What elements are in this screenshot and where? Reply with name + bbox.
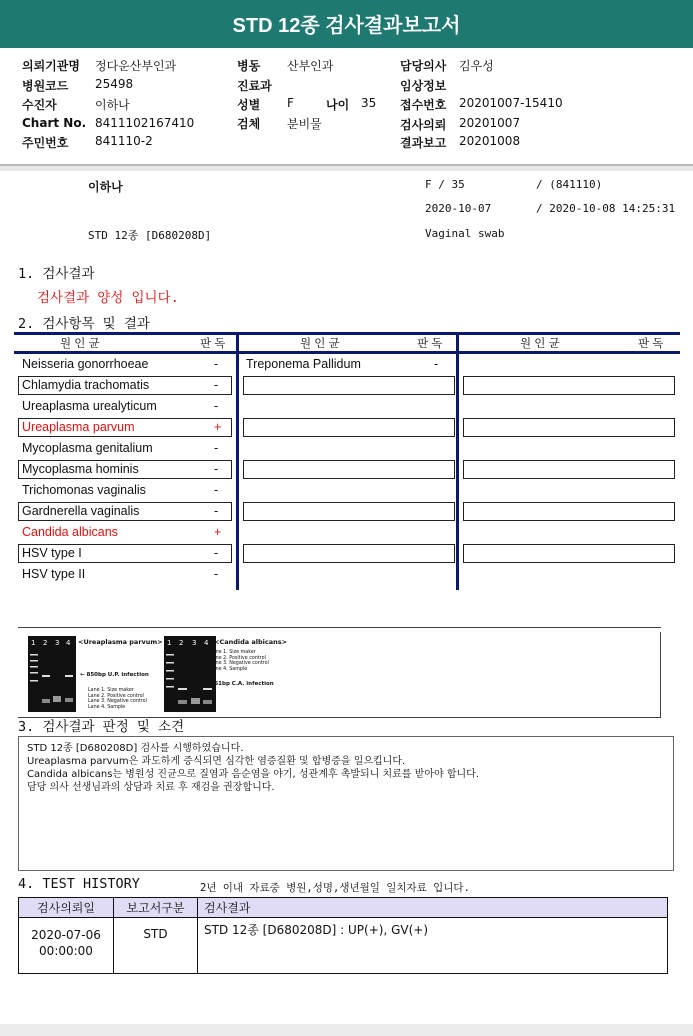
gel2-lane-4: Lane 4. Sample: [210, 666, 248, 672]
summary-date-report: / 2020-10-08 14:25:31: [536, 202, 676, 215]
result-row-frame: [18, 418, 232, 437]
result-pathogen-name: Mycoplasma hominis: [22, 462, 139, 476]
gel2-title: <Candida albicans>: [214, 638, 288, 646]
opinion-line-3: Candida albicans는 병원성 진균으로 질염과 음순염을 야기, 성관계후 촉발되니 치료를 받아야 합니다.: [27, 769, 480, 780]
col1-judgement-header: 판 독: [200, 338, 226, 350]
doctor-label: 담당의사: [400, 59, 447, 73]
specimen-value: 분비물: [287, 117, 322, 131]
hospital-value: 정다운산부인과: [95, 59, 177, 73]
empty-result-cell: [463, 418, 675, 437]
page-footer-bar: [0, 1024, 693, 1036]
clinical-label: 임상정보: [400, 79, 447, 93]
table-row: [19, 918, 668, 974]
gel1-band: ← 850bp U.P. infection: [80, 672, 149, 678]
gel1-lane-number-3: 3: [55, 639, 60, 647]
gel1-band-text: 850bp U.P. infection: [86, 672, 149, 678]
header-divider-shadow: [0, 166, 693, 171]
summary-date-request: 2020-10-07: [425, 202, 492, 215]
result-row-frame: [18, 460, 232, 479]
history-type: STD: [114, 918, 198, 974]
gel1-lane-number-1: 1: [31, 639, 36, 647]
gel1-lane-1: Lane 1. Size maker: [88, 688, 134, 693]
report-title: STD 12종 검사결과보고서: [0, 0, 693, 48]
section2-heading: 2. 검사항목 및 결과: [18, 316, 150, 332]
gel2-band: ← 251bp C.A. infection: [204, 681, 274, 687]
gel1-lanes: [88, 688, 147, 710]
result-judgement: -: [214, 357, 219, 371]
specimen-label: 검체: [237, 117, 261, 131]
results-table: [14, 332, 680, 592]
gel1-lane-number-4: 4: [66, 639, 71, 647]
chart-value: 8411102167410: [95, 116, 195, 130]
gel2-lane-2: Lane 2. Positive control: [210, 655, 266, 661]
empty-result-cell: [243, 418, 455, 437]
gel2-lane-number-1: 1: [167, 639, 172, 647]
table-col-divider-1: [236, 332, 239, 590]
opinion-line-4: 담당 의사 선생님과의 상담과 치료 후 재검을 권장합니다.: [27, 782, 275, 793]
recipient-value: 이하나: [95, 98, 130, 112]
col1-pathogen-header: 원 인 균: [60, 338, 100, 350]
gel2-lane-1: Lane 1. Size maker: [210, 650, 256, 655]
history-result: STD 12종 [D680208D] : UP(+), GV(+): [198, 918, 668, 974]
opinion-line-1: STD 12종 [D680208D] 검사를 시행하였습니다.: [27, 743, 244, 754]
result-pathogen-name: Trichomonas vaginalis: [22, 483, 146, 497]
gel2-band-text: 251bp C.A. infection: [210, 681, 274, 687]
gel2-lanes: [210, 650, 269, 672]
result-row-frame: [18, 544, 232, 563]
result-judgement: -: [214, 441, 219, 455]
gel1-lane-2: Lane 2. Positive control: [88, 693, 144, 699]
summary-name: 이하나: [88, 180, 123, 194]
gel-top-rule: [18, 627, 661, 628]
chart-label: Chart No.: [22, 116, 87, 130]
sex-value: F: [287, 96, 294, 110]
age-value: 35: [361, 96, 377, 110]
gel1-lane-number-2: 2: [43, 639, 48, 647]
result-row-frame: [18, 376, 232, 395]
history-table: [18, 897, 668, 974]
request-value: 20201007: [459, 116, 521, 130]
history-date-cell: [19, 918, 114, 974]
gel1-lane-3: Lane 3. Negative control: [88, 699, 147, 704]
empty-result-cell: [463, 460, 675, 479]
empty-result-cell: [463, 502, 675, 521]
gel2-lane-3: Lane 3. Negative control: [210, 661, 269, 666]
opinion-box: [18, 736, 674, 871]
section1-heading: 1. 검사결과: [18, 266, 95, 282]
gel2-lane-number-4: 4: [204, 639, 209, 647]
gel1-title: <Ureaplasma parvum>: [78, 638, 163, 646]
resident-label: 주민번호: [22, 136, 69, 150]
empty-result-cell: [463, 544, 675, 563]
result-row-frame: [18, 502, 232, 521]
history-header-row: [19, 898, 668, 918]
result-judgement: -: [214, 399, 219, 413]
section4-heading: 4. TEST HISTORY: [18, 876, 140, 892]
col2-pathogen-header: 원 인 균: [300, 338, 340, 350]
result-judgement: -: [214, 462, 219, 476]
empty-result-cell: [243, 544, 455, 563]
result-pathogen-name: Chlamydia trachomatis: [22, 378, 150, 392]
col3-judgement-header: 판 독: [638, 338, 664, 350]
result-pathogen-name: Treponema Pallidum: [246, 357, 361, 371]
age-label: 나이: [326, 98, 350, 112]
request-label: 검사의뢰: [400, 118, 447, 132]
history-time: 00:00:00: [39, 944, 93, 958]
history-note: 2년 이내 자료중 병원,성명,생년월일 일치자료 입니다.: [200, 882, 470, 894]
history-col-type: 보고서구분: [114, 898, 198, 918]
gel-image-2: [164, 636, 216, 712]
gel-image-1: [28, 636, 76, 712]
recipient-label: 수진자: [22, 98, 57, 112]
empty-result-cell: [243, 376, 455, 395]
gel1-lane-4: Lane 4. Sample: [88, 704, 126, 710]
result-label: 결과보고: [400, 136, 447, 150]
result-pathogen-name: Ureaplasma urealyticum: [22, 399, 157, 413]
doctor-value: 김우성: [459, 59, 494, 73]
receipt-label: 접수번호: [400, 98, 447, 112]
result-judgement: -: [434, 357, 439, 371]
result-pathogen-name: Neisseria gonorrhoeae: [22, 357, 149, 371]
result-judgement: -: [214, 483, 219, 497]
ward-value: 산부인과: [287, 59, 334, 73]
gel-lanes-2: [164, 636, 216, 712]
gel-images: [18, 632, 661, 718]
summary-sex-age: F / 35: [425, 178, 465, 191]
col2-judgement-header: 판 독: [417, 338, 443, 350]
dept-label: 진료과: [237, 79, 272, 93]
empty-result-cell: [243, 460, 455, 479]
table-col-divider-2: [456, 332, 459, 590]
result-judgement: -: [214, 546, 219, 560]
receipt-value: 20201007-15410: [459, 96, 563, 110]
code-label: 병원코드: [22, 79, 69, 93]
result-pathogen-name: Mycoplasma genitalium: [22, 441, 153, 455]
result-pathogen-name: Ureaplasma parvum: [22, 420, 135, 434]
summary-sample: Vaginal swab: [425, 227, 505, 240]
overall-result: 검사결과 양성 입니다.: [37, 290, 179, 306]
table-top-rule: [14, 332, 680, 335]
gel2-lane-number-2: 2: [179, 639, 184, 647]
empty-result-cell: [243, 502, 455, 521]
result-value: 20201008: [459, 134, 521, 148]
table-header-rule: [14, 351, 680, 354]
resident-value: 841110-2: [95, 134, 153, 148]
code-value: 25498: [95, 77, 134, 91]
section3-heading: 3. 검사결과 판정 및 소견: [18, 719, 185, 735]
report-header: [0, 0, 693, 160]
gel2-lane-number-3: 3: [192, 639, 197, 647]
history-col-result: 검사결과: [198, 898, 668, 918]
result-judgement: -: [214, 504, 219, 518]
result-pathogen-name: Gardnerella vaginalis: [22, 504, 140, 518]
result-judgement: +: [214, 420, 222, 434]
result-judgement: +: [214, 525, 222, 539]
opinion-line-2: Ureaplasma parvum은 과도하게 증식되면 심각한 염증질환 및 합병증을 일으킵니다.: [27, 756, 406, 767]
summary-birth: / (841110): [536, 178, 603, 191]
result-pathogen-name: HSV type I: [22, 546, 82, 560]
empty-result-cell: [463, 376, 675, 395]
col3-pathogen-header: 원 인 균: [520, 338, 560, 350]
result-judgement: -: [214, 567, 219, 581]
summary-test: STD 12종 [D680208D]: [88, 229, 212, 242]
result-pathogen-name: HSV type II: [22, 567, 86, 581]
gel-lanes-1: [28, 636, 76, 712]
hospital-label: 의뢰기관명: [22, 59, 80, 73]
ward-label: 병동: [237, 59, 261, 73]
sex-label: 성별: [237, 98, 261, 112]
history-date: 2020-07-06: [31, 928, 101, 942]
result-judgement: -: [214, 378, 219, 392]
history-col-date: 검사의뢰일: [19, 898, 114, 918]
result-pathogen-name: Candida albicans: [22, 525, 118, 539]
